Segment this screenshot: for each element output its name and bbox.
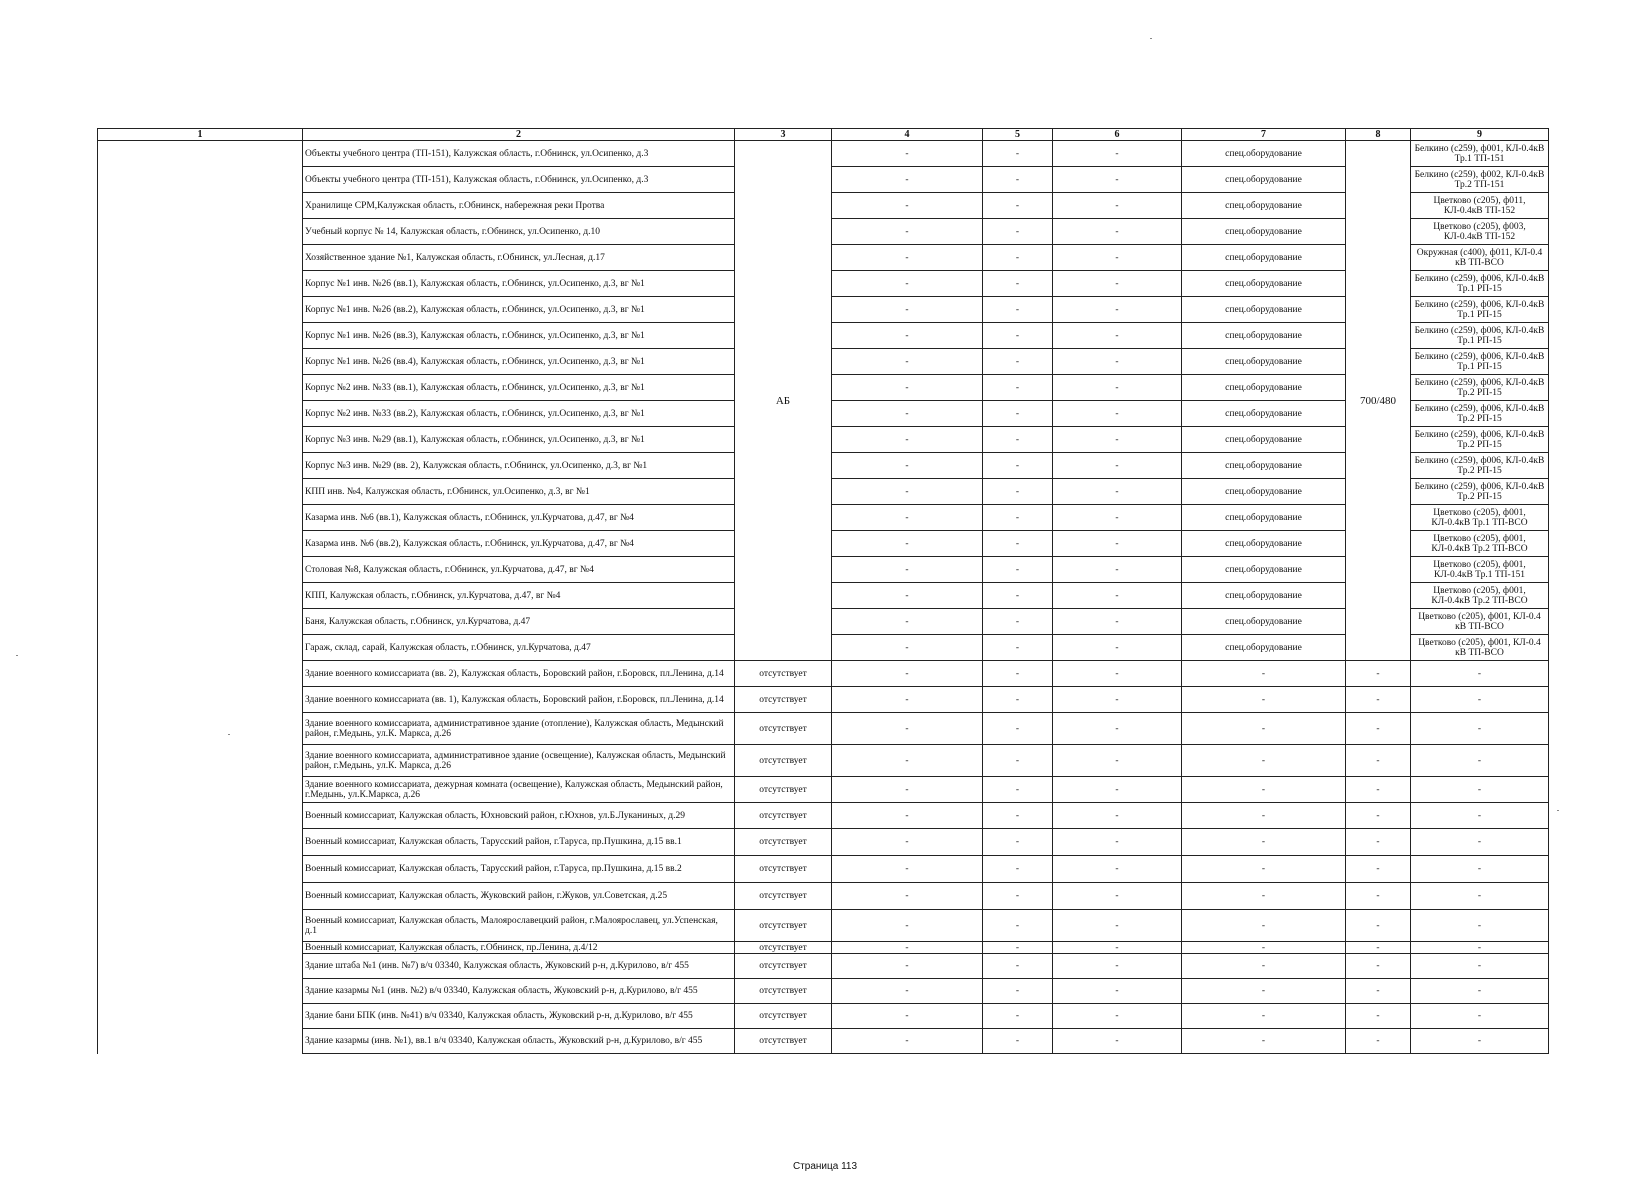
feeder-cell: Цветково (с205), ф001, КЛ-0.4 кВ ТП-ВСО — [1411, 609, 1549, 635]
data-table — [97, 128, 1549, 1054]
object-name-cell: Военный комиссариат, Калужская область, г.Обнинск, пр.Ленина, д.4/12 — [303, 942, 735, 954]
header-row — [98, 129, 1549, 141]
col-8-cell: - — [1346, 1004, 1411, 1029]
col-5-cell: - — [983, 505, 1053, 531]
table-row — [98, 661, 1549, 687]
object-name-cell: Военный комиссариат, Калужская область, Жуковский район, г.Жуков, ул.Советская, д.25 — [303, 883, 735, 910]
status-cell: отсутствует — [735, 803, 832, 829]
equipment-cell: - — [1182, 883, 1346, 910]
col-5-cell: - — [983, 777, 1053, 803]
equipment-cell: - — [1182, 942, 1346, 954]
header-cell: 9 — [1411, 129, 1549, 141]
col-4-cell: - — [832, 979, 983, 1004]
object-name-cell: Хозяйственное здание №1, Калужская область, г.Обнинск, ул.Лесная, д.17 — [303, 245, 735, 271]
feeder-cell: Белкино (с259), ф006, КЛ-0.4кВ Тр.1 РП-15 — [1411, 271, 1549, 297]
equipment-cell: спец.оборудование — [1182, 245, 1346, 271]
col-6-cell: - — [1053, 777, 1182, 803]
col-4-cell: - — [832, 479, 983, 505]
equipment-cell: спец.оборудование — [1182, 401, 1346, 427]
table-row — [98, 883, 1549, 910]
object-name-cell: КПП, Калужская область, г.Обнинск, ул.Курчатова, д.47, вг №4 — [303, 583, 735, 609]
object-name-cell: Здание военного комиссариата, административное здание (освещение), Калужская область, Медынский район, г.Медынь, ул.К. Маркса, д.26 — [303, 745, 735, 777]
col-4-cell: - — [832, 401, 983, 427]
col-4-cell: - — [832, 375, 983, 401]
status-cell: отсутствует — [735, 687, 832, 713]
merged-power-cell: 700/480 — [1346, 141, 1411, 661]
col-6-cell: - — [1053, 479, 1182, 505]
feeder-cell: Цветково (с205), ф001, КЛ-0.4кВ Тр.2 ТП-ВСО — [1411, 531, 1549, 557]
object-name-cell: Здание бани БПК (инв. №41) в/ч 03340, Калужская область, Жуковский р-н, д.Курилово, в/г 455 — [303, 1004, 735, 1029]
feeder-cell: - — [1411, 829, 1549, 856]
col-4-cell: - — [832, 427, 983, 453]
col-4-cell: - — [832, 661, 983, 687]
equipment-cell: - — [1182, 1029, 1346, 1054]
col-4-cell: - — [832, 745, 983, 777]
feeder-cell: Цветково (с205), ф001, КЛ-0.4кВ Тр.1 ТП-151 — [1411, 557, 1549, 583]
object-name-cell: Корпус №1 инв. №26 (вв.3), Калужская область, г.Обнинск, ул.Осипенко, д.3, вг №1 — [303, 323, 735, 349]
col-5-cell: - — [983, 401, 1053, 427]
col-6-cell: - — [1053, 1004, 1182, 1029]
scan-speck — [1557, 810, 1559, 811]
col-6-cell: - — [1053, 245, 1182, 271]
col-4-cell: - — [832, 531, 983, 557]
col-5-cell: - — [983, 271, 1053, 297]
col-4-cell: - — [832, 141, 983, 167]
object-name-cell: Корпус №1 инв. №26 (вв.2), Калужская область, г.Обнинск, ул.Осипенко, д.3, вг №1 — [303, 297, 735, 323]
equipment-cell: спец.оборудование — [1182, 635, 1346, 661]
feeder-cell: - — [1411, 954, 1549, 979]
equipment-cell: - — [1182, 745, 1346, 777]
table-row — [98, 1029, 1549, 1054]
feeder-cell: - — [1411, 1029, 1549, 1054]
status-cell: отсутствует — [735, 1029, 832, 1054]
object-name-cell: Здание военного комиссариата (вв. 2), Калужская область, Боровский район, г.Боровск, пл.Ленина, д.14 — [303, 661, 735, 687]
col-5-cell: - — [983, 745, 1053, 777]
table-row — [98, 687, 1549, 713]
table-row — [98, 745, 1549, 777]
table-row — [98, 777, 1549, 803]
object-name-cell: Здание военного комиссариата, дежурная комната (освещение), Калужская область, Медынский район, г.Медынь, ул.К.Маркса, д.26 — [303, 777, 735, 803]
feeder-cell: Белкино (с259), ф006, КЛ-0.4кВ Тр.1 РП-15 — [1411, 349, 1549, 375]
table-row — [98, 713, 1549, 745]
col-6-cell: - — [1053, 193, 1182, 219]
col-5-cell: - — [983, 713, 1053, 745]
table-row — [98, 954, 1549, 979]
equipment-cell: спец.оборудование — [1182, 453, 1346, 479]
equipment-cell: спец.оборудование — [1182, 609, 1346, 635]
object-name-cell: Здание казармы №1 (инв. №2) в/ч 03340, Калужская область, Жуковский р-н, д.Курилово, в/г 455 — [303, 979, 735, 1004]
col-5-cell: - — [983, 687, 1053, 713]
feeder-cell: - — [1411, 777, 1549, 803]
equipment-cell: - — [1182, 1004, 1346, 1029]
equipment-cell: - — [1182, 954, 1346, 979]
col-5-cell: - — [983, 910, 1053, 942]
equipment-cell: - — [1182, 687, 1346, 713]
object-name-cell: Военный комиссариат, Калужская область, Тарусский район, г.Таруса, пр.Пушкина, д.15 вв.1 — [303, 829, 735, 856]
merged-code-cell: АБ — [735, 141, 832, 661]
feeder-cell: Цветково (с205), ф001, КЛ-0.4 кВ ТП-ВСО — [1411, 635, 1549, 661]
col-5-cell: - — [983, 829, 1053, 856]
feeder-cell: Цветково (с205), ф001, КЛ-0.4кВ Тр.2 ТП-ВСО — [1411, 583, 1549, 609]
equipment-cell: спец.оборудование — [1182, 349, 1346, 375]
col-4-cell: - — [832, 803, 983, 829]
object-name-cell: Баня, Калужская область, г.Обнинск, ул.Курчатова, д.47 — [303, 609, 735, 635]
col-5-cell: - — [983, 942, 1053, 954]
col-6-cell: - — [1053, 427, 1182, 453]
equipment-cell: спец.оборудование — [1182, 583, 1346, 609]
table-row — [98, 829, 1549, 856]
col-5-cell: - — [983, 323, 1053, 349]
equipment-cell: спец.оборудование — [1182, 479, 1346, 505]
status-cell: отсутствует — [735, 713, 832, 745]
col-4-cell: - — [832, 245, 983, 271]
equipment-cell: спец.оборудование — [1182, 557, 1346, 583]
col-5-cell: - — [983, 427, 1053, 453]
equipment-cell: спец.оборудование — [1182, 375, 1346, 401]
col-5-cell: - — [983, 531, 1053, 557]
feeder-cell: - — [1411, 1004, 1549, 1029]
status-cell: отсутствует — [735, 883, 832, 910]
object-name-cell: Столовая №8, Калужская область, г.Обнинск, ул.Курчатова, д.47, вг №4 — [303, 557, 735, 583]
col-5-cell: - — [983, 245, 1053, 271]
object-name-cell: Хранилище СРМ,Калужская область, г.Обнинск, набережная реки Протва — [303, 193, 735, 219]
col-5-cell: - — [983, 193, 1053, 219]
col-8-cell: - — [1346, 713, 1411, 745]
equipment-cell: спец.оборудование — [1182, 271, 1346, 297]
equipment-cell: спец.оборудование — [1182, 297, 1346, 323]
col-4-cell: - — [832, 349, 983, 375]
col-6-cell: - — [1053, 531, 1182, 557]
col-8-cell: - — [1346, 803, 1411, 829]
col-6-cell: - — [1053, 583, 1182, 609]
table-row — [98, 910, 1549, 942]
col-5-cell: - — [983, 661, 1053, 687]
equipment-cell: - — [1182, 803, 1346, 829]
col-5-cell: - — [983, 297, 1053, 323]
object-name-cell: Корпус №3 инв. №29 (вв. 2), Калужская область, г.Обнинск, ул.Осипенко, д.3, вг №1 — [303, 453, 735, 479]
status-cell: отсутствует — [735, 661, 832, 687]
col-5-cell: - — [983, 954, 1053, 979]
col-4-cell: - — [832, 856, 983, 883]
col-4-cell: - — [832, 942, 983, 954]
col-4-cell: - — [832, 557, 983, 583]
object-name-cell: Казарма инв. №6 (вв.1), Калужская область, г.Обнинск, ул.Курчатова, д.47, вг №4 — [303, 505, 735, 531]
col-6-cell: - — [1053, 883, 1182, 910]
feeder-cell: - — [1411, 883, 1549, 910]
col-6-cell: - — [1053, 1029, 1182, 1054]
scan-speck — [1150, 38, 1152, 39]
header-cell: 7 — [1182, 129, 1346, 141]
table-row — [98, 1004, 1549, 1029]
status-cell: отсутствует — [735, 910, 832, 942]
col-6-cell: - — [1053, 141, 1182, 167]
col-4-cell: - — [832, 193, 983, 219]
col-8-cell: - — [1346, 954, 1411, 979]
col-6-cell: - — [1053, 803, 1182, 829]
col-5-cell: - — [983, 609, 1053, 635]
feeder-cell: Цветково (с205), ф003, КЛ-0.4кВ ТП-152 — [1411, 219, 1549, 245]
feeder-cell: - — [1411, 661, 1549, 687]
col-6-cell: - — [1053, 856, 1182, 883]
col-6-cell: - — [1053, 453, 1182, 479]
col-6-cell: - — [1053, 505, 1182, 531]
col-8-cell: - — [1346, 979, 1411, 1004]
object-name-cell: Гараж, склад, сарай, Калужская область, г.Обнинск, ул.Курчатова, д.47 — [303, 635, 735, 661]
col-6-cell: - — [1053, 375, 1182, 401]
feeder-cell: - — [1411, 687, 1549, 713]
feeder-cell: Белкино (с259), ф006, КЛ-0.4кВ Тр.2 РП-15 — [1411, 453, 1549, 479]
feeder-cell: Белкино (с259), ф006, КЛ-0.4кВ Тр.2 РП-15 — [1411, 401, 1549, 427]
feeder-cell: Белкино (с259), ф006, КЛ-0.4кВ Тр.2 РП-15 — [1411, 427, 1549, 453]
header-cell: 3 — [735, 129, 832, 141]
object-name-cell: КПП инв. №4, Калужская область, г.Обнинск, ул.Осипенко, д.3, вг №1 — [303, 479, 735, 505]
header-cell: 6 — [1053, 129, 1182, 141]
col-4-cell: - — [832, 219, 983, 245]
col-8-cell: - — [1346, 910, 1411, 942]
col-6-cell: - — [1053, 271, 1182, 297]
col-6-cell: - — [1053, 979, 1182, 1004]
col-8-cell: - — [1346, 661, 1411, 687]
col-4-cell: - — [832, 505, 983, 531]
object-name-cell: Объекты учебного центра (ТП-151), Калужская область, г.Обнинск, ул.Осипенко, д.3 — [303, 141, 735, 167]
feeder-cell: - — [1411, 979, 1549, 1004]
col-6-cell: - — [1053, 609, 1182, 635]
feeder-cell: - — [1411, 803, 1549, 829]
col-4-cell: - — [832, 713, 983, 745]
col-8-cell: - — [1346, 745, 1411, 777]
feeder-cell: - — [1411, 713, 1549, 745]
equipment-cell: спец.оборудование — [1182, 219, 1346, 245]
col-4-cell: - — [832, 609, 983, 635]
col-4-cell: - — [832, 954, 983, 979]
col-6-cell: - — [1053, 713, 1182, 745]
col-6-cell: - — [1053, 661, 1182, 687]
col-4-cell: - — [832, 271, 983, 297]
feeder-cell: Цветково (с205), ф011, КЛ-0.4кВ ТП-152 — [1411, 193, 1549, 219]
equipment-cell: - — [1182, 829, 1346, 856]
table-row — [98, 942, 1549, 954]
table-row — [98, 856, 1549, 883]
status-cell: отсутствует — [735, 856, 832, 883]
feeder-cell: - — [1411, 745, 1549, 777]
status-cell: отсутствует — [735, 954, 832, 979]
object-name-cell: Здание казармы (инв. №1), вв.1 в/ч 03340, Калужская область, Жуковский р-н, д.Курилово, в/г 455 — [303, 1029, 735, 1054]
status-cell: отсутствует — [735, 979, 832, 1004]
scan-speck — [228, 734, 230, 735]
col-4-cell: - — [832, 1029, 983, 1054]
status-cell: отсутствует — [735, 1004, 832, 1029]
col-5-cell: - — [983, 479, 1053, 505]
col-6-cell: - — [1053, 323, 1182, 349]
feeder-cell: Белкино (с259), ф006, КЛ-0.4кВ Тр.1 РП-15 — [1411, 297, 1549, 323]
equipment-cell: спец.оборудование — [1182, 323, 1346, 349]
col-6-cell: - — [1053, 401, 1182, 427]
equipment-cell: - — [1182, 910, 1346, 942]
equipment-cell: - — [1182, 777, 1346, 803]
col-6-cell: - — [1053, 942, 1182, 954]
feeder-cell: - — [1411, 910, 1549, 942]
col-4-cell: - — [832, 883, 983, 910]
col-4-cell: - — [832, 910, 983, 942]
column-1-cell — [98, 141, 303, 1054]
object-name-cell: Учебный корпус № 14, Калужская область, г.Обнинск, ул.Осипенко, д.10 — [303, 219, 735, 245]
col-5-cell: - — [983, 453, 1053, 479]
header-cell: 2 — [303, 129, 735, 141]
status-cell: отсутствует — [735, 745, 832, 777]
feeder-cell: Белкино (с259), ф006, КЛ-0.4кВ Тр.2 РП-15 — [1411, 375, 1549, 401]
col-6-cell: - — [1053, 910, 1182, 942]
col-5-cell: - — [983, 883, 1053, 910]
object-name-cell: Здание военного комиссариата (вв. 1), Калужская область, Боровский район, г.Боровск, пл.Ленина, д.14 — [303, 687, 735, 713]
col-4-cell: - — [832, 583, 983, 609]
col-4-cell: - — [832, 453, 983, 479]
status-cell: отсутствует — [735, 777, 832, 803]
object-name-cell: Здание штаба №1 (инв. №7) в/ч 03340, Калужская область, Жуковский р-н, д.Курилово, в/г 455 — [303, 954, 735, 979]
object-name-cell: Корпус №1 инв. №26 (вв.4), Калужская область, г.Обнинск, ул.Осипенко, д.3, вг №1 — [303, 349, 735, 375]
equipment-cell: спец.оборудование — [1182, 505, 1346, 531]
feeder-cell: Белкино (с259), ф002, КЛ-0.4кВ Тр.2 ТП-151 — [1411, 167, 1549, 193]
feeder-cell: Цветково (с205), ф001, КЛ-0.4кВ Тр.1 ТП-ВСО — [1411, 505, 1549, 531]
col-5-cell: - — [983, 583, 1053, 609]
col-4-cell: - — [832, 829, 983, 856]
col-6-cell: - — [1053, 167, 1182, 193]
col-6-cell: - — [1053, 635, 1182, 661]
header-cell: 5 — [983, 129, 1053, 141]
col-5-cell: - — [983, 856, 1053, 883]
col-5-cell: - — [983, 375, 1053, 401]
object-name-cell: Объекты учебного центра (ТП-151), Калужская область, г.Обнинск, ул.Осипенко, д.3 — [303, 167, 735, 193]
col-5-cell: - — [983, 803, 1053, 829]
equipment-cell: спец.оборудование — [1182, 193, 1346, 219]
feeder-cell: Белкино (с259), ф001, КЛ-0.4кВ Тр.1 ТП-151 — [1411, 141, 1549, 167]
status-cell: отсутствует — [735, 942, 832, 954]
col-6-cell: - — [1053, 349, 1182, 375]
col-4-cell: - — [832, 635, 983, 661]
feeder-cell: Белкино (с259), ф006, КЛ-0.4кВ Тр.2 РП-15 — [1411, 479, 1549, 505]
col-4-cell: - — [832, 1004, 983, 1029]
header-cell: 1 — [98, 129, 303, 141]
col-5-cell: - — [983, 635, 1053, 661]
col-8-cell: - — [1346, 942, 1411, 954]
feeder-cell: - — [1411, 856, 1549, 883]
col-8-cell: - — [1346, 829, 1411, 856]
col-5-cell: - — [983, 557, 1053, 583]
col-4-cell: - — [832, 167, 983, 193]
object-name-cell: Казарма инв. №6 (вв.2), Калужская область, г.Обнинск, ул.Курчатова, д.47, вг №4 — [303, 531, 735, 557]
col-4-cell: - — [832, 777, 983, 803]
col-8-cell: - — [1346, 777, 1411, 803]
col-5-cell: - — [983, 1004, 1053, 1029]
col-5-cell: - — [983, 979, 1053, 1004]
equipment-cell: - — [1182, 713, 1346, 745]
object-name-cell: Корпус №3 инв. №29 (вв.1), Калужская область, г.Обнинск, ул.Осипенко, д.3, вг №1 — [303, 427, 735, 453]
status-cell: отсутствует — [735, 829, 832, 856]
col-6-cell: - — [1053, 745, 1182, 777]
object-name-cell: Военный комиссариат, Калужская область, Тарусский район, г.Таруса, пр.Пушкина, д.15 вв.2 — [303, 856, 735, 883]
object-name-cell: Здание военного комиссариата, административное здание (отопление), Калужская область, Медынский район, г.Медынь, ул.К. Маркса, д.26 — [303, 713, 735, 745]
col-6-cell: - — [1053, 557, 1182, 583]
equipment-cell: спец.оборудование — [1182, 167, 1346, 193]
table-row — [98, 803, 1549, 829]
col-4-cell: - — [832, 323, 983, 349]
feeder-cell: Окружная (с400), ф011, КЛ-0.4 кВ ТП-ВСО — [1411, 245, 1549, 271]
col-6-cell: - — [1053, 954, 1182, 979]
page-number: Страница 113 — [792, 1161, 858, 1172]
object-name-cell: Корпус №1 инв. №26 (вв.1), Калужская область, г.Обнинск, ул.Осипенко, д.3, вг №1 — [303, 271, 735, 297]
col-5-cell: - — [983, 167, 1053, 193]
feeder-cell: - — [1411, 942, 1549, 954]
col-6-cell: - — [1053, 219, 1182, 245]
object-name-cell: Военный комиссариат, Калужская область, Малоярославецкий район, г.Малоярославец, ул.Успенская, д.1 — [303, 910, 735, 942]
object-name-cell: Корпус №2 инв. №33 (вв.1), Калужская область, г.Обнинск, ул.Осипенко, д.3, вг №1 — [303, 375, 735, 401]
object-name-cell: Военный комиссариат, Калужская область, Юхновский район, г.Юхнов, ул.Б.Луканиных, д.29 — [303, 803, 735, 829]
scan-speck — [16, 655, 18, 656]
col-8-cell: - — [1346, 883, 1411, 910]
header-cell: 8 — [1346, 129, 1411, 141]
equipment-cell: спец.оборудование — [1182, 531, 1346, 557]
col-8-cell: - — [1346, 856, 1411, 883]
equipment-cell: - — [1182, 856, 1346, 883]
table-row — [98, 979, 1549, 1004]
col-5-cell: - — [983, 219, 1053, 245]
object-name-cell: Корпус №2 инв. №33 (вв.2), Калужская область, г.Обнинск, ул.Осипенко, д.3, вг №1 — [303, 401, 735, 427]
col-6-cell: - — [1053, 829, 1182, 856]
col-5-cell: - — [983, 349, 1053, 375]
table-row — [98, 141, 1549, 167]
equipment-cell: спец.оборудование — [1182, 427, 1346, 453]
col-4-cell: - — [832, 297, 983, 323]
col-5-cell: - — [983, 141, 1053, 167]
col-6-cell: - — [1053, 687, 1182, 713]
col-5-cell: - — [983, 1029, 1053, 1054]
header-cell: 4 — [832, 129, 983, 141]
col-8-cell: - — [1346, 1029, 1411, 1054]
equipment-cell: - — [1182, 661, 1346, 687]
col-4-cell: - — [832, 687, 983, 713]
equipment-cell: спец.оборудование — [1182, 141, 1346, 167]
col-8-cell: - — [1346, 687, 1411, 713]
col-6-cell: - — [1053, 297, 1182, 323]
feeder-cell: Белкино (с259), ф006, КЛ-0.4кВ Тр.1 РП-15 — [1411, 323, 1549, 349]
equipment-cell: - — [1182, 979, 1346, 1004]
